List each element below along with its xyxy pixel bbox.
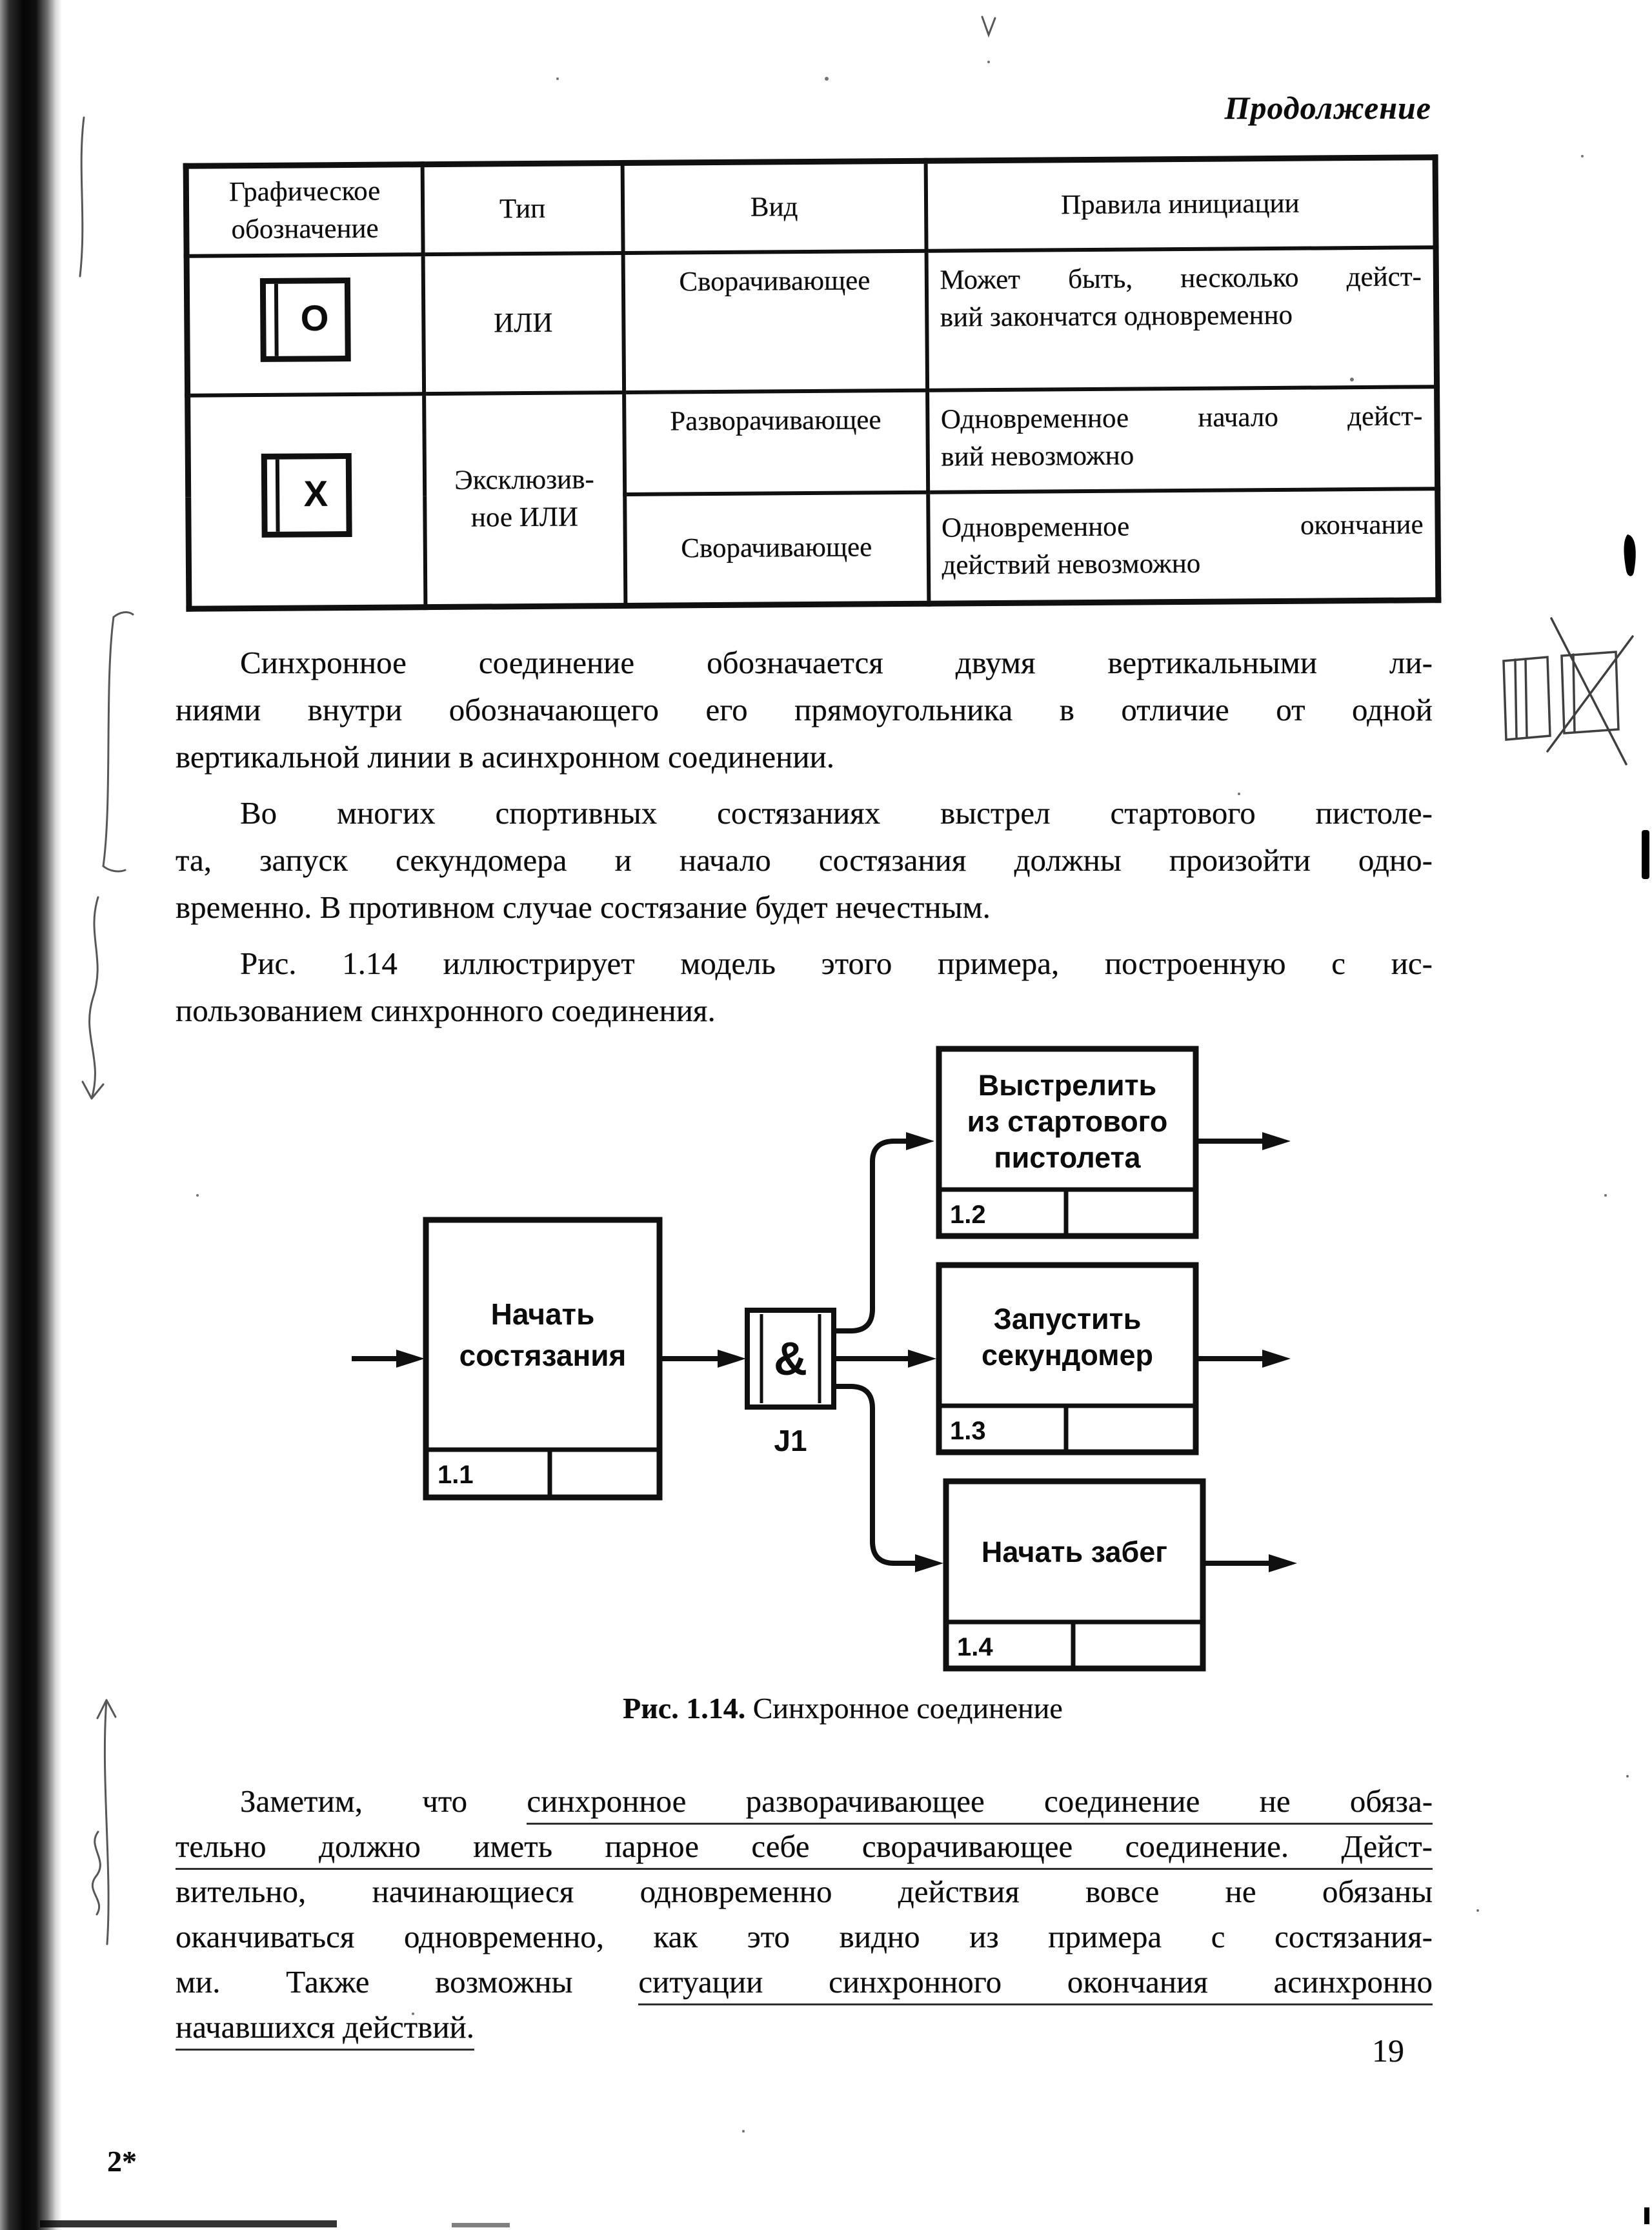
type-line: ное ИЛИ: [470, 502, 579, 533]
box-title: Запустить: [993, 1303, 1142, 1335]
pencil-bracket-hook: [114, 613, 133, 617]
box-number: 1.3: [950, 1417, 986, 1445]
page-number: 19: [1372, 2032, 1404, 2069]
box-title: секундомер: [981, 1339, 1154, 1372]
col-header-graphic-line1: Графическое: [228, 176, 381, 208]
box-number: 1.2: [950, 1201, 986, 1229]
rule-line: Одновременное окончание: [941, 509, 1424, 543]
text-segment: Заметим, что: [240, 1783, 527, 1819]
text-segment: временно. В противном случае состязание будет нечестным.: [176, 889, 991, 925]
box-title: из стартового: [967, 1105, 1168, 1138]
junction-label: J1: [774, 1424, 807, 1457]
junction-letter: O: [300, 297, 329, 339]
box-number: 1.4: [957, 1633, 993, 1661]
bottom-streak: [452, 2223, 510, 2227]
text-segment: пользованием синхронного соединения.: [176, 993, 716, 1028]
figure-caption-number: Рис. 1.14.: [623, 1692, 746, 1725]
col-header-graphic-line2: обозначение: [231, 213, 379, 245]
text-line: [176, 1869, 1433, 1914]
edge-mark: [1644, 2207, 1649, 2224]
text-line: [176, 1779, 1433, 1824]
pencil-marginalia: [80, 17, 995, 1944]
pencil-underlined-text: синхронное разворачивающее соединение не обяза-: [527, 1783, 1433, 1825]
rule-line: Может быть, несколько дейст-: [940, 261, 1422, 296]
box-title: Начать забег: [981, 1536, 1168, 1568]
box-title: Выстрелить: [978, 1069, 1157, 1102]
box-title: состязания: [459, 1339, 627, 1372]
junction-letter: X: [303, 473, 328, 514]
vid-cell: Разворачивающее: [624, 390, 928, 494]
text-segment: Во многих спортивных состязаниях выстрел стартового пистоле-: [240, 795, 1433, 831]
pencil-line: [105, 1700, 108, 1944]
text-segment: Рис. 1.14 иллюстрирует модель этого примера, построенную с ис-: [240, 946, 1433, 981]
text-segment: оканчиваться одновременно, как это видно из примера с состязания-: [176, 1919, 1433, 1954]
sketch-inner-lines: [1515, 659, 1527, 737]
bottom-streak: [40, 2220, 337, 2227]
sketch-cross-out: [1547, 618, 1633, 764]
text-line: [176, 1824, 1433, 1869]
rule-line: вий невозможно: [941, 440, 1134, 472]
figure-caption-text: Синхронное соединение: [745, 1692, 1063, 1725]
flow-arrow-junction-to-run: [835, 1386, 915, 1563]
vid-cell: Сворачивающее: [625, 492, 929, 605]
col-header-vid: Вид: [622, 161, 926, 253]
text-segment: вертикальной линии в асинхронном соединении.: [176, 739, 835, 775]
pencil-stroke: [80, 117, 84, 276]
pencil-underlined-text: начавшихся действий.: [176, 2009, 474, 2051]
hand-sketch-junction-rectangles: [1504, 618, 1633, 764]
paragraph: [176, 1779, 1433, 2050]
text-segment: Синхронное соединение обозначается двумя вертикальными ли-: [240, 645, 1433, 680]
text-segment: ниями внутри обозначающего его прямоугольника в отличие от одной: [176, 692, 1433, 727]
pencil-underlined-text: ситуации синхронного окончания асинхронно: [638, 1964, 1433, 2005]
sketch-inner-line: [1573, 654, 1575, 732]
box-title: Начать: [490, 1297, 595, 1331]
vid-cell: Сворачивающее: [623, 251, 927, 392]
pencil-bracket: [103, 617, 114, 866]
box-number: 1.1: [438, 1461, 474, 1489]
rule-line: вий закончатся одновременно: [940, 299, 1293, 333]
text-segment: та, запуск секундомера и начало состязания должны произойти одно-: [176, 842, 1433, 878]
figure-caption: [253, 1691, 1433, 1725]
pencil-bracket-hook: [103, 866, 125, 871]
rule-line: Одновременное начало дейст-: [940, 401, 1423, 435]
pencil-underlined-text: тельно должно иметь парное себе сворачивающее соединение. Дейст-: [176, 1829, 1433, 1870]
type-cell: ИЛИ: [423, 253, 624, 394]
text-segment: вительно, начинающиеся одновременно действия вовсе не обязаны: [176, 1874, 1433, 1909]
flow-arrow-junction-to-shoot: [835, 1141, 906, 1331]
text-line: [176, 1914, 1433, 1960]
closing-paragraph: [176, 1779, 1433, 2059]
junction-symbol: &: [774, 1333, 807, 1385]
text-line: [176, 1960, 1433, 2005]
rule-line: действий невозможно: [942, 549, 1201, 581]
continuation-label: Продолжение: [1224, 90, 1431, 126]
text-segment: ми. Также возможны: [176, 1964, 639, 2000]
pencil-squiggle: [90, 897, 98, 1099]
ink-blob: [1624, 534, 1636, 576]
col-header-rules: Правила инициации: [925, 157, 1436, 251]
edge-mark: [1642, 830, 1649, 879]
text-line: [176, 2005, 1433, 2050]
box-title: пистолета: [994, 1141, 1141, 1174]
pencil-squiggle: [92, 1832, 100, 1914]
col-header-type: Тип: [422, 163, 623, 255]
type-line: Эксклюзив-: [454, 464, 594, 496]
pencil-check-mark: [982, 17, 995, 35]
signature-mark: 2*: [107, 2145, 137, 2178]
